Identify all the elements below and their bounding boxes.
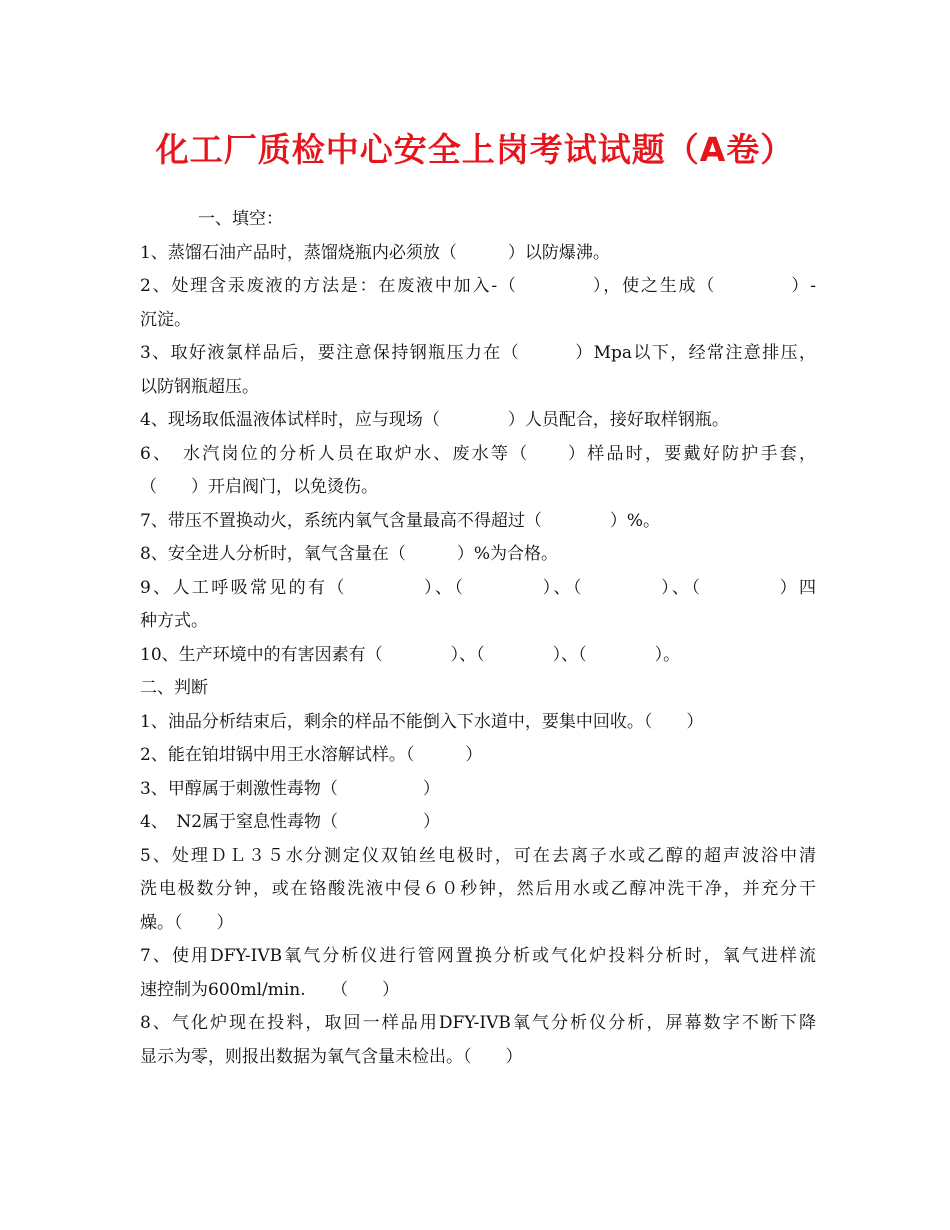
question-line: 以防钢瓶超压。: [140, 376, 259, 397]
question-line: 1、油品分析结束后，剩余的样品不能倒入下水道中，要集中回收。（ ）: [140, 711, 704, 732]
question-line: 10、生产环境中的有害因素有（ ）、（ ）、（ ）。: [140, 644, 681, 665]
question-line: 2、处理含汞废液的方法是：在废液中加入-（ ），使之生成（ ）-: [140, 276, 816, 296]
question-line: 7、带压不置换动火，系统内氧气含量最高不得超过（ ）%。: [140, 510, 660, 531]
exam-title: 化工厂质检中心安全上岗考试试题（A卷）: [155, 130, 795, 169]
question-line: 速控制为600ml/min. （ ）: [140, 979, 400, 1000]
question-line: 6、 水汽岗位的分析人员在取炉水、废水等（ ）样品时，要戴好防护手套，: [140, 443, 816, 464]
question-line: 3、取好液氯样品后，要注意保持钢瓶压力在（ ）Mpa以下，经常注意排压，: [140, 343, 816, 363]
question-line: 3、甲醇属于刺激性毒物（ ）: [140, 778, 440, 799]
question-line: （ ）开启阀门，以免烫伤。: [140, 477, 378, 497]
question-line: 2、能在铂坩锅中用王水溶解试样。（ ）: [140, 745, 483, 765]
question-line: 沉淀。: [140, 309, 191, 330]
question-line: 燥。（ ）: [140, 912, 234, 933]
question-line: 洗电极数分钟，或在铬酸洗液中侵６０秒钟，然后用水或乙醇冲洗干净，并充分干: [140, 879, 816, 899]
question-line: 8、安全进人分析时，氧气含量在（ ）%为合格。: [140, 544, 558, 564]
section-heading-fill-in: 一、填空：: [198, 209, 283, 229]
exam-body: [140, 203, 816, 1074]
question-line: 4、 N2属于窒息性毒物（ ）: [140, 812, 441, 832]
question-line: 7、使用DFY-IVB氧气分析仪进行管网置换分析或气化炉投料分析时，氧气进样流: [140, 946, 816, 966]
question-line: 5、处理ＤＬ３５水分测定仪双铂丝电极时，可在去离子水或乙醇的超声波浴中清: [140, 845, 816, 866]
section-heading-judgment: 二、判断: [140, 678, 208, 698]
question-line: 种方式。: [140, 611, 208, 631]
question-line: 4、现场取低温液体试样时，应与现场（ ）人员配合，接好取样钢瓶。: [140, 410, 729, 430]
question-line: 8、气化炉现在投料，取回一样品用DFY-IVB氧气分析仪分析，屏幕数字不断下降: [140, 1013, 816, 1033]
question-line: 9、人工呼吸常见的有（ ）、（ ）、（ ）、（ ）四: [140, 577, 816, 598]
question-line: 显示为零，则报出数据为氧气含量未检出。（ ）: [140, 1046, 523, 1067]
question-line: 1、蒸馏石油产品时，蒸馏烧瓶内必须放（ ）以防爆沸。: [140, 242, 610, 263]
